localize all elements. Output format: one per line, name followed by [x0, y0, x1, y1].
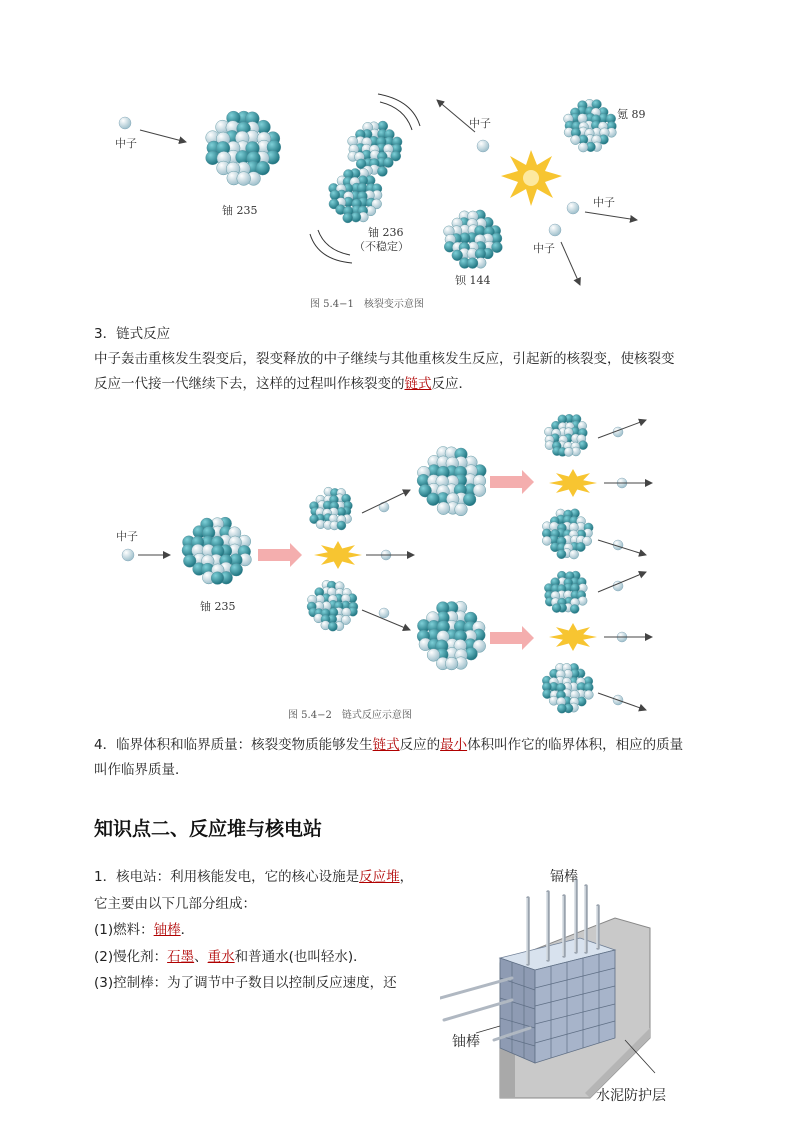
answer-highlight: 重水 — [207, 948, 235, 965]
pink-arrow — [490, 626, 534, 650]
label-neutron-top: 中子 — [469, 117, 491, 130]
label-neutron-left: 中子 — [115, 137, 137, 150]
fragment-nucleus — [307, 580, 358, 631]
answer-highlight: 链式 — [372, 737, 400, 753]
arrow — [585, 212, 637, 220]
fragment-nucleus — [542, 509, 593, 559]
answer-highlight: 铀棒 — [153, 922, 181, 938]
label-u235: 铀 235 — [222, 204, 258, 217]
ba144-nucleus — [444, 210, 503, 269]
fission-diagram — [0, 90, 794, 315]
label-kr89: 氪 89 — [617, 108, 646, 121]
u235-nucleus — [417, 446, 486, 515]
emitted-neutrons — [598, 420, 652, 710]
chain-reaction-diagram — [0, 410, 794, 725]
neutron-sphere — [379, 608, 389, 618]
vibration-arc — [310, 234, 352, 263]
pink-arrow — [258, 543, 302, 567]
u236-nucleus-top — [348, 121, 402, 176]
label-unstable: （不稳定） — [354, 240, 409, 253]
paragraph-line: (3)控制棒：为了调节中子数目以控制反应速度，还 — [94, 975, 397, 991]
section-heading: 知识点二、反应堆与核电站 — [94, 818, 323, 840]
paragraph-line: (1)燃料：铀棒． — [94, 922, 195, 938]
paragraph-line: 它主要由以下几部分组成： — [94, 895, 256, 912]
kr89-nucleus — [564, 99, 617, 152]
vibration-arc — [318, 230, 350, 255]
arrow — [140, 130, 186, 142]
label-neutron-bottom: 中子 — [533, 242, 555, 255]
section-title: 3．链式反应 — [94, 326, 171, 342]
paragraph-line: 4．临界体积和临界质量：核裂变物质能够发生链式反应的最小体积叫作它的临界体积，相应的质量 — [94, 737, 684, 753]
figure-caption: 图 5.4−2 链式反应示意图 — [288, 710, 412, 721]
paragraph-line: (2)慢化剂：石墨、重水和普通水(也叫轻水)． — [94, 948, 367, 965]
answer-highlight: 反应堆 — [359, 869, 400, 885]
pink-arrow — [490, 470, 534, 494]
neutron-sphere — [549, 224, 561, 236]
label-neutron-right: 中子 — [593, 196, 615, 209]
fission-flash — [549, 623, 597, 651]
fission-flash — [314, 541, 362, 569]
chain-reaction-section — [94, 322, 704, 397]
answer-highlight: 最小 — [440, 737, 468, 753]
arrow — [561, 242, 580, 285]
u236-nucleus-bottom — [329, 168, 382, 223]
fission-figure — [0, 90, 794, 315]
paragraph-line: 反应一代接一代继续下去，这样的过程叫作核裂变的链式反应． — [94, 376, 472, 392]
fragment-nucleus — [542, 663, 593, 713]
neutron-sphere — [477, 140, 489, 152]
answer-highlight: 石墨 — [167, 948, 195, 965]
neutron-sphere — [122, 549, 134, 561]
paragraph-line: 中子轰击重核发生裂变后，裂变释放的中子继续与其他重核发生反应，引起新的核裂变，使核裂变 — [94, 351, 675, 367]
label-cadmium-rod: 镉棒 — [550, 869, 578, 885]
reactor-diagram — [440, 868, 700, 1113]
nuclear-plant-section — [94, 864, 424, 997]
label-concrete-shield: 水泥防护层 — [596, 1088, 666, 1104]
label-neutron: 中子 — [116, 530, 138, 543]
paragraph-line: 1．核电站：利用核能发电，它的核心设施是反应堆， — [94, 869, 414, 885]
fragment-nucleus — [544, 414, 587, 456]
label-u236: 铀 236 — [368, 226, 404, 239]
neutron-sphere — [379, 502, 389, 512]
fission-flash — [549, 469, 597, 497]
neutron-sphere — [567, 202, 579, 214]
critical-mass-section — [94, 733, 709, 783]
paragraph-line: 叫作临界质量． — [94, 762, 189, 778]
label-u235: 铀 235 — [200, 600, 236, 613]
label-uranium-rod: 铀棒 — [452, 1034, 480, 1050]
figure-caption: 图 5.4−1 核裂变示意图 — [310, 299, 424, 310]
u235-nucleus — [182, 517, 251, 584]
fragment-nucleus — [310, 487, 353, 530]
chain-reaction-figure — [0, 410, 794, 725]
fragment-nucleus — [544, 571, 587, 613]
answer-highlight: 链式 — [404, 376, 432, 392]
label-ba144: 钡 144 — [455, 274, 491, 287]
u235-nucleus — [417, 601, 485, 670]
neutron-sphere — [119, 117, 131, 129]
reactor-figure — [440, 868, 700, 1113]
u235-nucleus — [206, 111, 281, 185]
